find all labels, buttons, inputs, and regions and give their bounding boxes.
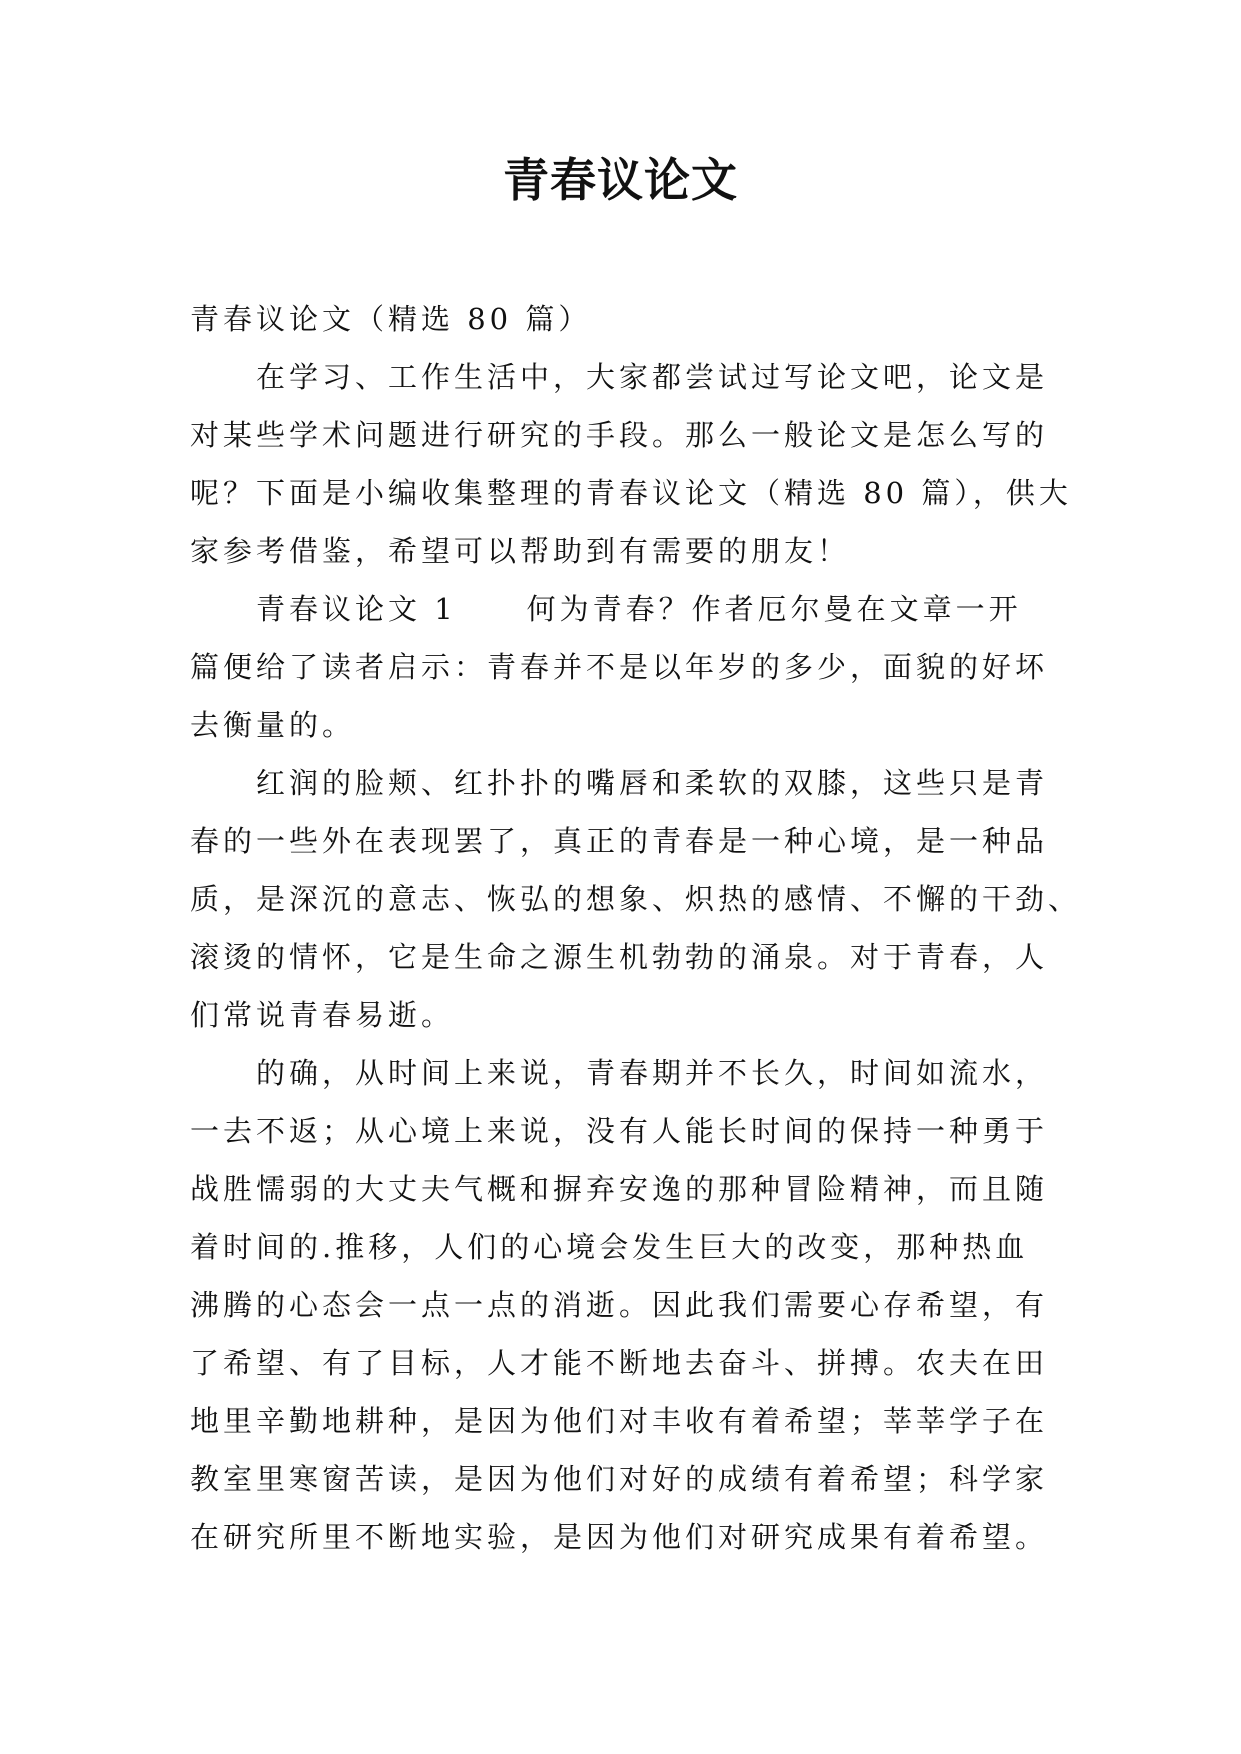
paragraph-line: 在学习、工作生活中，大家都尝试过写论文吧，论文是 [256, 360, 1049, 394]
document-body [190, 290, 1082, 1566]
paragraph-line: 去衡量的。 [190, 708, 356, 742]
paragraph-line: 沸腾的心态会一点一点的消逝。因此我们需要心存希望，有 [190, 1288, 1049, 1322]
paragraph-line: 着时间的.推移，人们的心境会发生巨大的改变，那种热血 [190, 1230, 1029, 1264]
paragraph-line: 战胜懦弱的大丈夫气概和摒弃安逸的那种冒险精神，而且随 [190, 1172, 1049, 1206]
paragraph-line: 教室里寒窗苦读，是因为他们对好的成绩有着希望；科学家 [190, 1462, 1049, 1496]
paragraph-line: 红润的脸颊、红扑扑的嘴唇和柔软的双膝，这些只是青 [256, 766, 1049, 800]
section-heading: 青春议论文 1 [256, 592, 457, 626]
paragraph-line: 家参考借鉴，希望可以帮助到有需要的朋友！ [190, 534, 851, 568]
paragraph-line: 地里辛勤地耕种，是因为他们对丰收有着希望；莘莘学子在 [190, 1404, 1049, 1438]
paragraph-line: 在研究所里不断地实验，是因为他们对研究成果有着希望。 [190, 1520, 1049, 1554]
paragraph-line: 呢？下面是小编收集整理的青春议论文（精选 80 篇），供大 [190, 476, 1072, 510]
paragraph-line: 一去不返；从心境上来说，没有人能长时间的保持一种勇于 [190, 1114, 1049, 1148]
paragraph-line: 质，是深沉的意志、恢弘的想象、炽热的感情、不懈的干劲、 [190, 882, 1082, 916]
paragraph-text: 何为青春？作者厄尔曼在文章一开 [526, 592, 1022, 626]
paragraph-line: 了希望、有了目标，人才能不断地去奋斗、拼搏。农夫在田 [190, 1346, 1049, 1380]
document-title: 青春议论文 [503, 153, 738, 207]
paragraph-line: 对某些学术问题进行研究的手段。那么一般论文是怎么写的 [190, 418, 1049, 452]
paragraph-line: 篇便给了读者启示：青春并不是以年岁的多少，面貌的好坏 [190, 650, 1049, 684]
paragraph-line: 春的一些外在表现罢了，真正的青春是一种心境，是一种品 [190, 824, 1049, 858]
paragraph-line: 们常说青春易逝。 [190, 998, 455, 1032]
paragraph-line [190, 580, 1060, 638]
paragraph-line: 滚烫的情怀，它是生命之源生机勃勃的涌泉。对于青春，人 [190, 940, 1049, 974]
document-subtitle: 青春议论文（精选 80 篇） [190, 302, 592, 336]
paragraph-line: 的确，从时间上来说，青春期并不长久，时间如流水， [256, 1056, 1049, 1090]
